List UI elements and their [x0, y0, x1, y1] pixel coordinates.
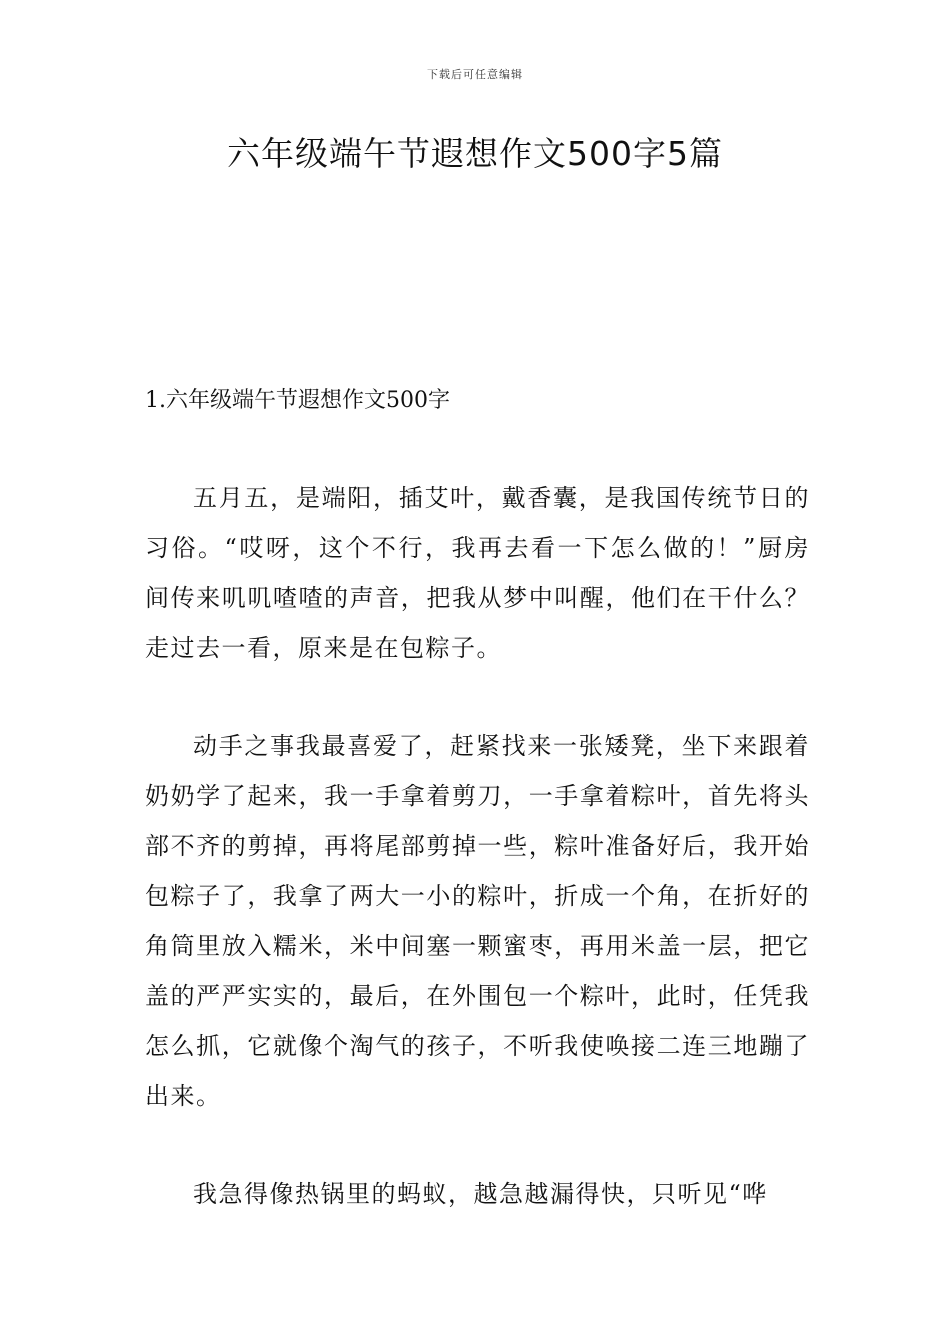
- header-note: 下载后可任意编辑: [427, 68, 523, 81]
- paragraph-2: 动手之事我最喜爱了，赶紧找来一张矮凳，坐下来跟着奶奶学了起来，我一手拿着剪刀，一手拿着粽叶，首先将头部不齐的剪掉，再将尾部剪掉一些，粽叶准备好后，我开始包粽子了，我拿了两大一小的粽叶，折成一个角，在折好的角筒里放入糯米，米中间塞一颗蜜枣，再用米盖一层，把它盖的严严实实的，最后，在外围包一个粽叶，此时，任凭我怎么抓，它就像个淘气的孩子，不听我使唤接二连三地蹦了出来。: [145, 732, 810, 1110]
- section-heading: 1.六年级端午节遐想作文500字: [145, 388, 450, 413]
- paragraph-1: 五月五，是端阳，插艾叶，戴香囊，是我国传统节日的习俗。“哎呀，这个不行，我再去看一下怎么做的！”厨房间传来叽叽喳喳的声音，把我从梦中叫醒，他们在干什么？走过去一看，原来是在包粽子。: [145, 484, 810, 662]
- document-title: 六年级端午节遐想作文500字5篇: [227, 134, 723, 173]
- paragraph-3: 我急得像热锅里的蚂蚁，越急越漏得快，只听见“哗: [193, 1180, 768, 1208]
